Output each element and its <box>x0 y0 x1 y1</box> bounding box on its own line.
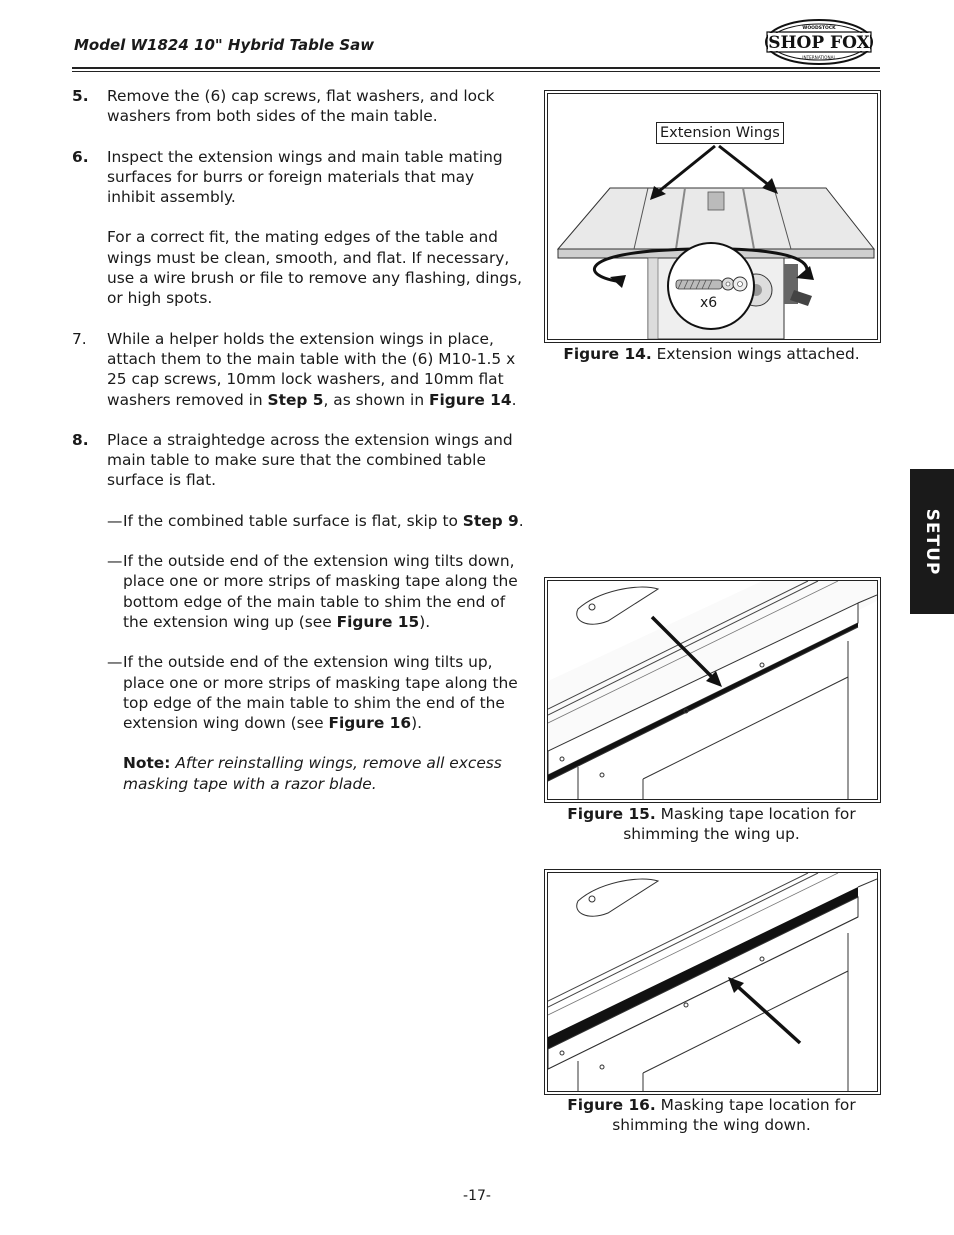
note-label: Note: <box>123 754 171 773</box>
step-ref: Step 9 <box>462 511 519 530</box>
shop-fox-logo <box>764 18 874 66</box>
figure-ref: Figure 16 <box>328 714 412 733</box>
masking-tape-bottom-illustration <box>548 581 877 799</box>
figure-16 <box>544 869 881 1095</box>
page-number: -17- <box>463 1188 491 1204</box>
note <box>72 753 524 794</box>
figure-ref: Figure 15 <box>336 612 420 631</box>
sub-step-tilts-down <box>72 551 524 632</box>
svg-text:INTERNATIONAL: INTERNATIONAL <box>802 55 836 60</box>
step-6 <box>72 147 524 309</box>
step-7 <box>72 329 524 410</box>
figure-14-image <box>547 93 878 340</box>
masking-tape-top-illustration <box>548 873 877 1091</box>
svg-text:SHOP FOX: SHOP FOX <box>768 33 870 53</box>
figure-15-caption <box>544 804 879 845</box>
step-8 <box>72 430 524 491</box>
step-text: Place a straightedge across the extension wings and main table to make sure that the combined table surface is flat. <box>107 430 513 490</box>
caption-text: shimming the wing up. <box>623 825 800 844</box>
figure-15 <box>544 577 881 803</box>
step-text: For a correct fit, the mating edges of the table and wings must be clean, smooth, and flat. If necessary, use a wire brush or file to remove any flashing, dings, or high spots. <box>107 228 522 308</box>
header-rule-thick <box>72 67 880 69</box>
sub-step-text: If the combined table surface is flat, skip to Step 9. <box>123 511 524 530</box>
header-rule-thin <box>72 71 880 72</box>
step-text: While a helper holds the extension wings in place, attach them to the main table with the (6) M10-1.5 x 25 cap screws, 10mm lock washers, and 10mm flat washers removed in Step 5, as shown in Figure 14. <box>107 329 517 409</box>
caption-text: Masking tape location for <box>660 805 856 823</box>
figure-16-caption <box>544 1095 879 1136</box>
note-text: After reinstalling wings, remove all excess masking tape with a razor blade. <box>123 754 502 793</box>
figure-label: Figure 15. <box>567 805 656 823</box>
quantity-label: x6 <box>700 295 718 311</box>
step-ref: Step 5 <box>267 390 324 409</box>
figure-14 <box>544 90 881 343</box>
instructions-column <box>72 86 524 794</box>
callout-extension-wings: Extension Wings <box>656 122 784 144</box>
step-number: 6. <box>72 147 89 166</box>
step-number: 8. <box>72 430 89 449</box>
sub-step-flat <box>72 511 524 531</box>
figure-15-image <box>547 580 878 800</box>
section-tab-label: SETUP <box>922 508 942 575</box>
step-text: Remove the (6) cap screws, flat washers, and lock washers from both sides of the main table. <box>107 87 495 126</box>
caption-text: Masking tape location for <box>660 1096 856 1114</box>
dash-marker: — <box>107 653 123 672</box>
sub-step-text: If the outside end of the extension wing tilts up, place one or more strips of masking tape along the top edge of the main table to shim the end of the extension wing down (see Figure 16). <box>123 653 518 733</box>
step-5 <box>72 86 524 127</box>
figure-ref: Figure 14 <box>428 390 512 409</box>
caption-text: shimming the wing down. <box>612 1116 811 1135</box>
sub-step-tilts-up <box>72 652 524 733</box>
figure-label: Figure 16. <box>567 1096 656 1114</box>
dash-marker: — <box>107 511 123 530</box>
caption-text: Extension wings attached. <box>656 345 860 363</box>
step-text: Inspect the extension wings and main table mating surfaces for burrs or foreign materials that may inhibit assembly. <box>107 147 503 207</box>
figure-label: Figure 14. <box>563 345 652 363</box>
figure-14-caption <box>544 344 879 364</box>
header-title: Model W1824 10" Hybrid Table Saw <box>74 36 375 54</box>
step-number: 5. <box>72 87 89 105</box>
svg-text:WOODSTOCK: WOODSTOCK <box>802 26 836 31</box>
dash-marker: — <box>107 552 123 571</box>
section-tab-setup <box>910 469 954 614</box>
step-number: 7. <box>72 329 87 348</box>
figure-16-image <box>547 872 878 1092</box>
sub-step-text: If the outside end of the extension wing tilts down, place one or more strips of masking tape along the bottom edge of the main table to shim the end of the extension wing up (see Figure 15). <box>123 552 518 631</box>
